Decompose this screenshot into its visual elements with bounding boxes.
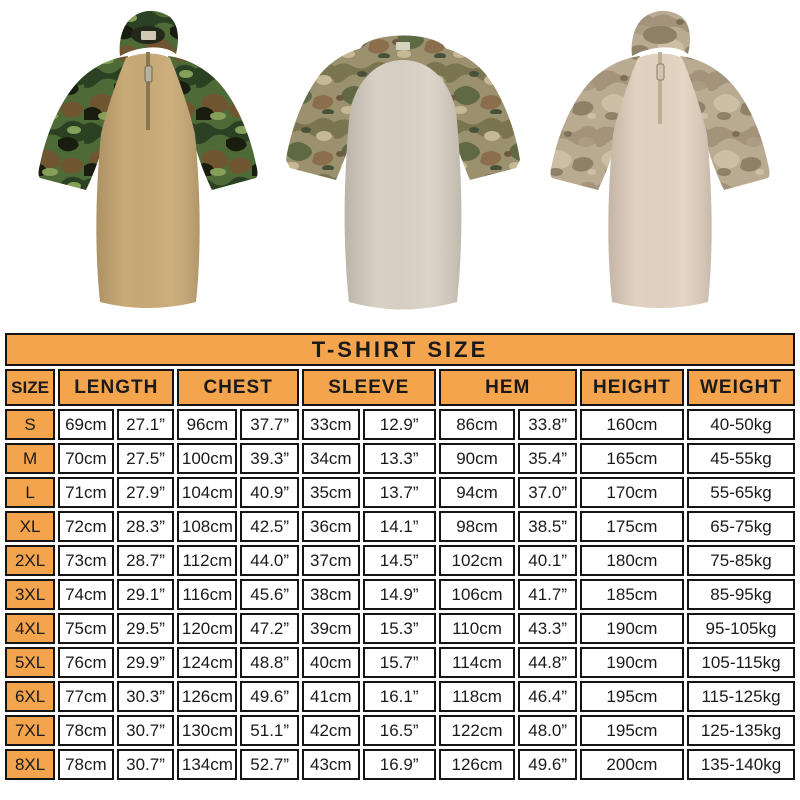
table-cell: 135-140kg — [687, 749, 795, 780]
table-cell: 41cm — [302, 681, 360, 712]
size-label-cell: 5XL — [5, 647, 55, 678]
table-cell: 175cm — [580, 511, 684, 542]
table-cell: 30.3” — [117, 681, 175, 712]
table-cell: 78cm — [58, 715, 113, 746]
product-gallery — [0, 0, 800, 330]
size-chart-section — [0, 330, 800, 800]
title-row — [5, 333, 795, 366]
table-cell: 43.3” — [518, 613, 577, 644]
table-cell: 30.7” — [117, 715, 175, 746]
table-cell: 27.5” — [117, 443, 175, 474]
table-cell: 43cm — [302, 749, 360, 780]
table-cell: 45.6” — [240, 579, 299, 610]
product-gallery-image — [0, 0, 800, 330]
table-cell: 134cm — [177, 749, 237, 780]
table-cell: 195cm — [580, 681, 684, 712]
table-cell: 38cm — [302, 579, 360, 610]
table-row — [5, 681, 795, 712]
table-cell: 37.7” — [240, 409, 299, 440]
table-cell: 190cm — [580, 647, 684, 678]
table-cell: 122cm — [439, 715, 516, 746]
table-cell: 72cm — [58, 511, 113, 542]
table-row — [5, 613, 795, 644]
table-cell: 40.9” — [240, 477, 299, 508]
table-cell: 47.2” — [240, 613, 299, 644]
table-cell: 76cm — [58, 647, 113, 678]
table-cell: 15.7” — [363, 647, 436, 678]
column-header-weight: WEIGHT — [687, 369, 795, 406]
table-cell: 40.1” — [518, 545, 577, 576]
table-cell: 160cm — [580, 409, 684, 440]
column-header-height: HEIGHT — [580, 369, 684, 406]
table-cell: 74cm — [58, 579, 113, 610]
table-cell: 46.4” — [518, 681, 577, 712]
table-cell: 51.1” — [240, 715, 299, 746]
chart-title: T-SHIRT SIZE — [5, 333, 795, 366]
table-cell: 116cm — [177, 579, 237, 610]
column-header-length: LENGTH — [58, 369, 174, 406]
table-cell: 49.6” — [518, 749, 577, 780]
table-cell: 29.5” — [117, 613, 175, 644]
table-row — [5, 545, 795, 576]
shirt-woodland-front — [39, 11, 258, 308]
column-header-size: SIZE — [5, 369, 55, 406]
column-header-sleeve: SLEEVE — [302, 369, 436, 406]
table-cell: 195cm — [580, 715, 684, 746]
table-cell: 200cm — [580, 749, 684, 780]
table-cell: 90cm — [439, 443, 516, 474]
table-cell: 13.3” — [363, 443, 436, 474]
table-cell: 75-85kg — [687, 545, 795, 576]
collar-inner-shadow — [643, 26, 677, 44]
table-cell: 15.3” — [363, 613, 436, 644]
table-cell: 120cm — [177, 613, 237, 644]
table-cell: 118cm — [439, 681, 516, 712]
table-cell: 85-95kg — [687, 579, 795, 610]
table-cell: 12.9” — [363, 409, 436, 440]
table-row — [5, 749, 795, 780]
table-cell: 28.3” — [117, 511, 175, 542]
table-cell: 108cm — [177, 511, 237, 542]
table-cell: 112cm — [177, 545, 237, 576]
size-label-cell: XL — [5, 511, 55, 542]
table-cell: 45-55kg — [687, 443, 795, 474]
zipper-pull — [657, 64, 664, 80]
table-cell: 37.0” — [518, 477, 577, 508]
table-cell: 33cm — [302, 409, 360, 440]
table-cell: 185cm — [580, 579, 684, 610]
table-cell: 14.5” — [363, 545, 436, 576]
collar-label — [141, 31, 156, 40]
table-cell: 114cm — [439, 647, 516, 678]
table-cell: 39.3” — [240, 443, 299, 474]
table-cell: 14.1” — [363, 511, 436, 542]
table-cell: 29.1” — [117, 579, 175, 610]
size-label-cell: 2XL — [5, 545, 55, 576]
table-cell: 105-115kg — [687, 647, 795, 678]
header-row — [5, 369, 795, 406]
table-cell: 125-135kg — [687, 715, 795, 746]
table-cell: 106cm — [439, 579, 516, 610]
table-cell: 16.1” — [363, 681, 436, 712]
table-cell: 40cm — [302, 647, 360, 678]
table-cell: 126cm — [177, 681, 237, 712]
table-cell: 40-50kg — [687, 409, 795, 440]
table-cell: 96cm — [177, 409, 237, 440]
table-cell: 86cm — [439, 409, 516, 440]
table-cell: 38.5” — [518, 511, 577, 542]
table-cell: 16.9” — [363, 749, 436, 780]
table-cell: 49.6” — [240, 681, 299, 712]
table-cell: 78cm — [58, 749, 113, 780]
table-cell: 180cm — [580, 545, 684, 576]
table-cell: 36cm — [302, 511, 360, 542]
size-label-cell: 4XL — [5, 613, 55, 644]
table-cell: 39cm — [302, 613, 360, 644]
table-cell: 27.1” — [117, 409, 175, 440]
table-cell: 27.9” — [117, 477, 175, 508]
table-cell: 28.7” — [117, 545, 175, 576]
table-cell: 102cm — [439, 545, 516, 576]
table-cell: 44.0” — [240, 545, 299, 576]
shirt-multicam-back — [286, 36, 520, 310]
shirt-body-shading — [345, 60, 462, 310]
table-row — [5, 443, 795, 474]
collar-label — [396, 42, 410, 50]
table-cell: 98cm — [439, 511, 516, 542]
table-cell: 95-105kg — [687, 613, 795, 644]
table-cell: 70cm — [58, 443, 113, 474]
size-label-cell: L — [5, 477, 55, 508]
table-cell: 65-75kg — [687, 511, 795, 542]
table-cell: 73cm — [58, 545, 113, 576]
table-cell: 75cm — [58, 613, 113, 644]
table-cell: 13.7” — [363, 477, 436, 508]
table-cell: 14.9” — [363, 579, 436, 610]
table-cell: 115-125kg — [687, 681, 795, 712]
table-cell: 69cm — [58, 409, 113, 440]
size-label-cell: 6XL — [5, 681, 55, 712]
table-cell: 71cm — [58, 477, 113, 508]
shirt-desert-front — [551, 11, 770, 308]
table-row — [5, 647, 795, 678]
size-label-cell: 3XL — [5, 579, 55, 610]
table-cell: 104cm — [177, 477, 237, 508]
table-cell: 48.0” — [518, 715, 577, 746]
table-cell: 41.7” — [518, 579, 577, 610]
table-cell: 124cm — [177, 647, 237, 678]
table-cell: 77cm — [58, 681, 113, 712]
table-cell: 165cm — [580, 443, 684, 474]
table-cell: 29.9” — [117, 647, 175, 678]
table-cell: 44.8” — [518, 647, 577, 678]
table-cell: 30.7” — [117, 749, 175, 780]
table-cell: 100cm — [177, 443, 237, 474]
table-cell: 16.5” — [363, 715, 436, 746]
table-cell: 55-65kg — [687, 477, 795, 508]
table-cell: 94cm — [439, 477, 516, 508]
table-cell: 37cm — [302, 545, 360, 576]
table-row — [5, 477, 795, 508]
table-cell: 52.7” — [240, 749, 299, 780]
zipper-pull — [145, 66, 152, 82]
size-chart-table — [2, 330, 798, 783]
table-cell: 110cm — [439, 613, 516, 644]
size-label-cell: 8XL — [5, 749, 55, 780]
table-cell: 42cm — [302, 715, 360, 746]
table-row — [5, 715, 795, 746]
table-row — [5, 579, 795, 610]
size-label-cell: S — [5, 409, 55, 440]
table-row — [5, 511, 795, 542]
column-header-hem: HEM — [439, 369, 577, 406]
column-header-chest: CHEST — [177, 369, 299, 406]
table-cell: 190cm — [580, 613, 684, 644]
table-row — [5, 409, 795, 440]
table-cell: 48.8” — [240, 647, 299, 678]
table-cell: 35.4” — [518, 443, 577, 474]
table-cell: 42.5” — [240, 511, 299, 542]
table-cell: 170cm — [580, 477, 684, 508]
size-label-cell: 7XL — [5, 715, 55, 746]
table-cell: 33.8” — [518, 409, 577, 440]
table-cell: 126cm — [439, 749, 516, 780]
table-cell: 34cm — [302, 443, 360, 474]
table-cell: 35cm — [302, 477, 360, 508]
table-cell: 130cm — [177, 715, 237, 746]
size-label-cell: M — [5, 443, 55, 474]
